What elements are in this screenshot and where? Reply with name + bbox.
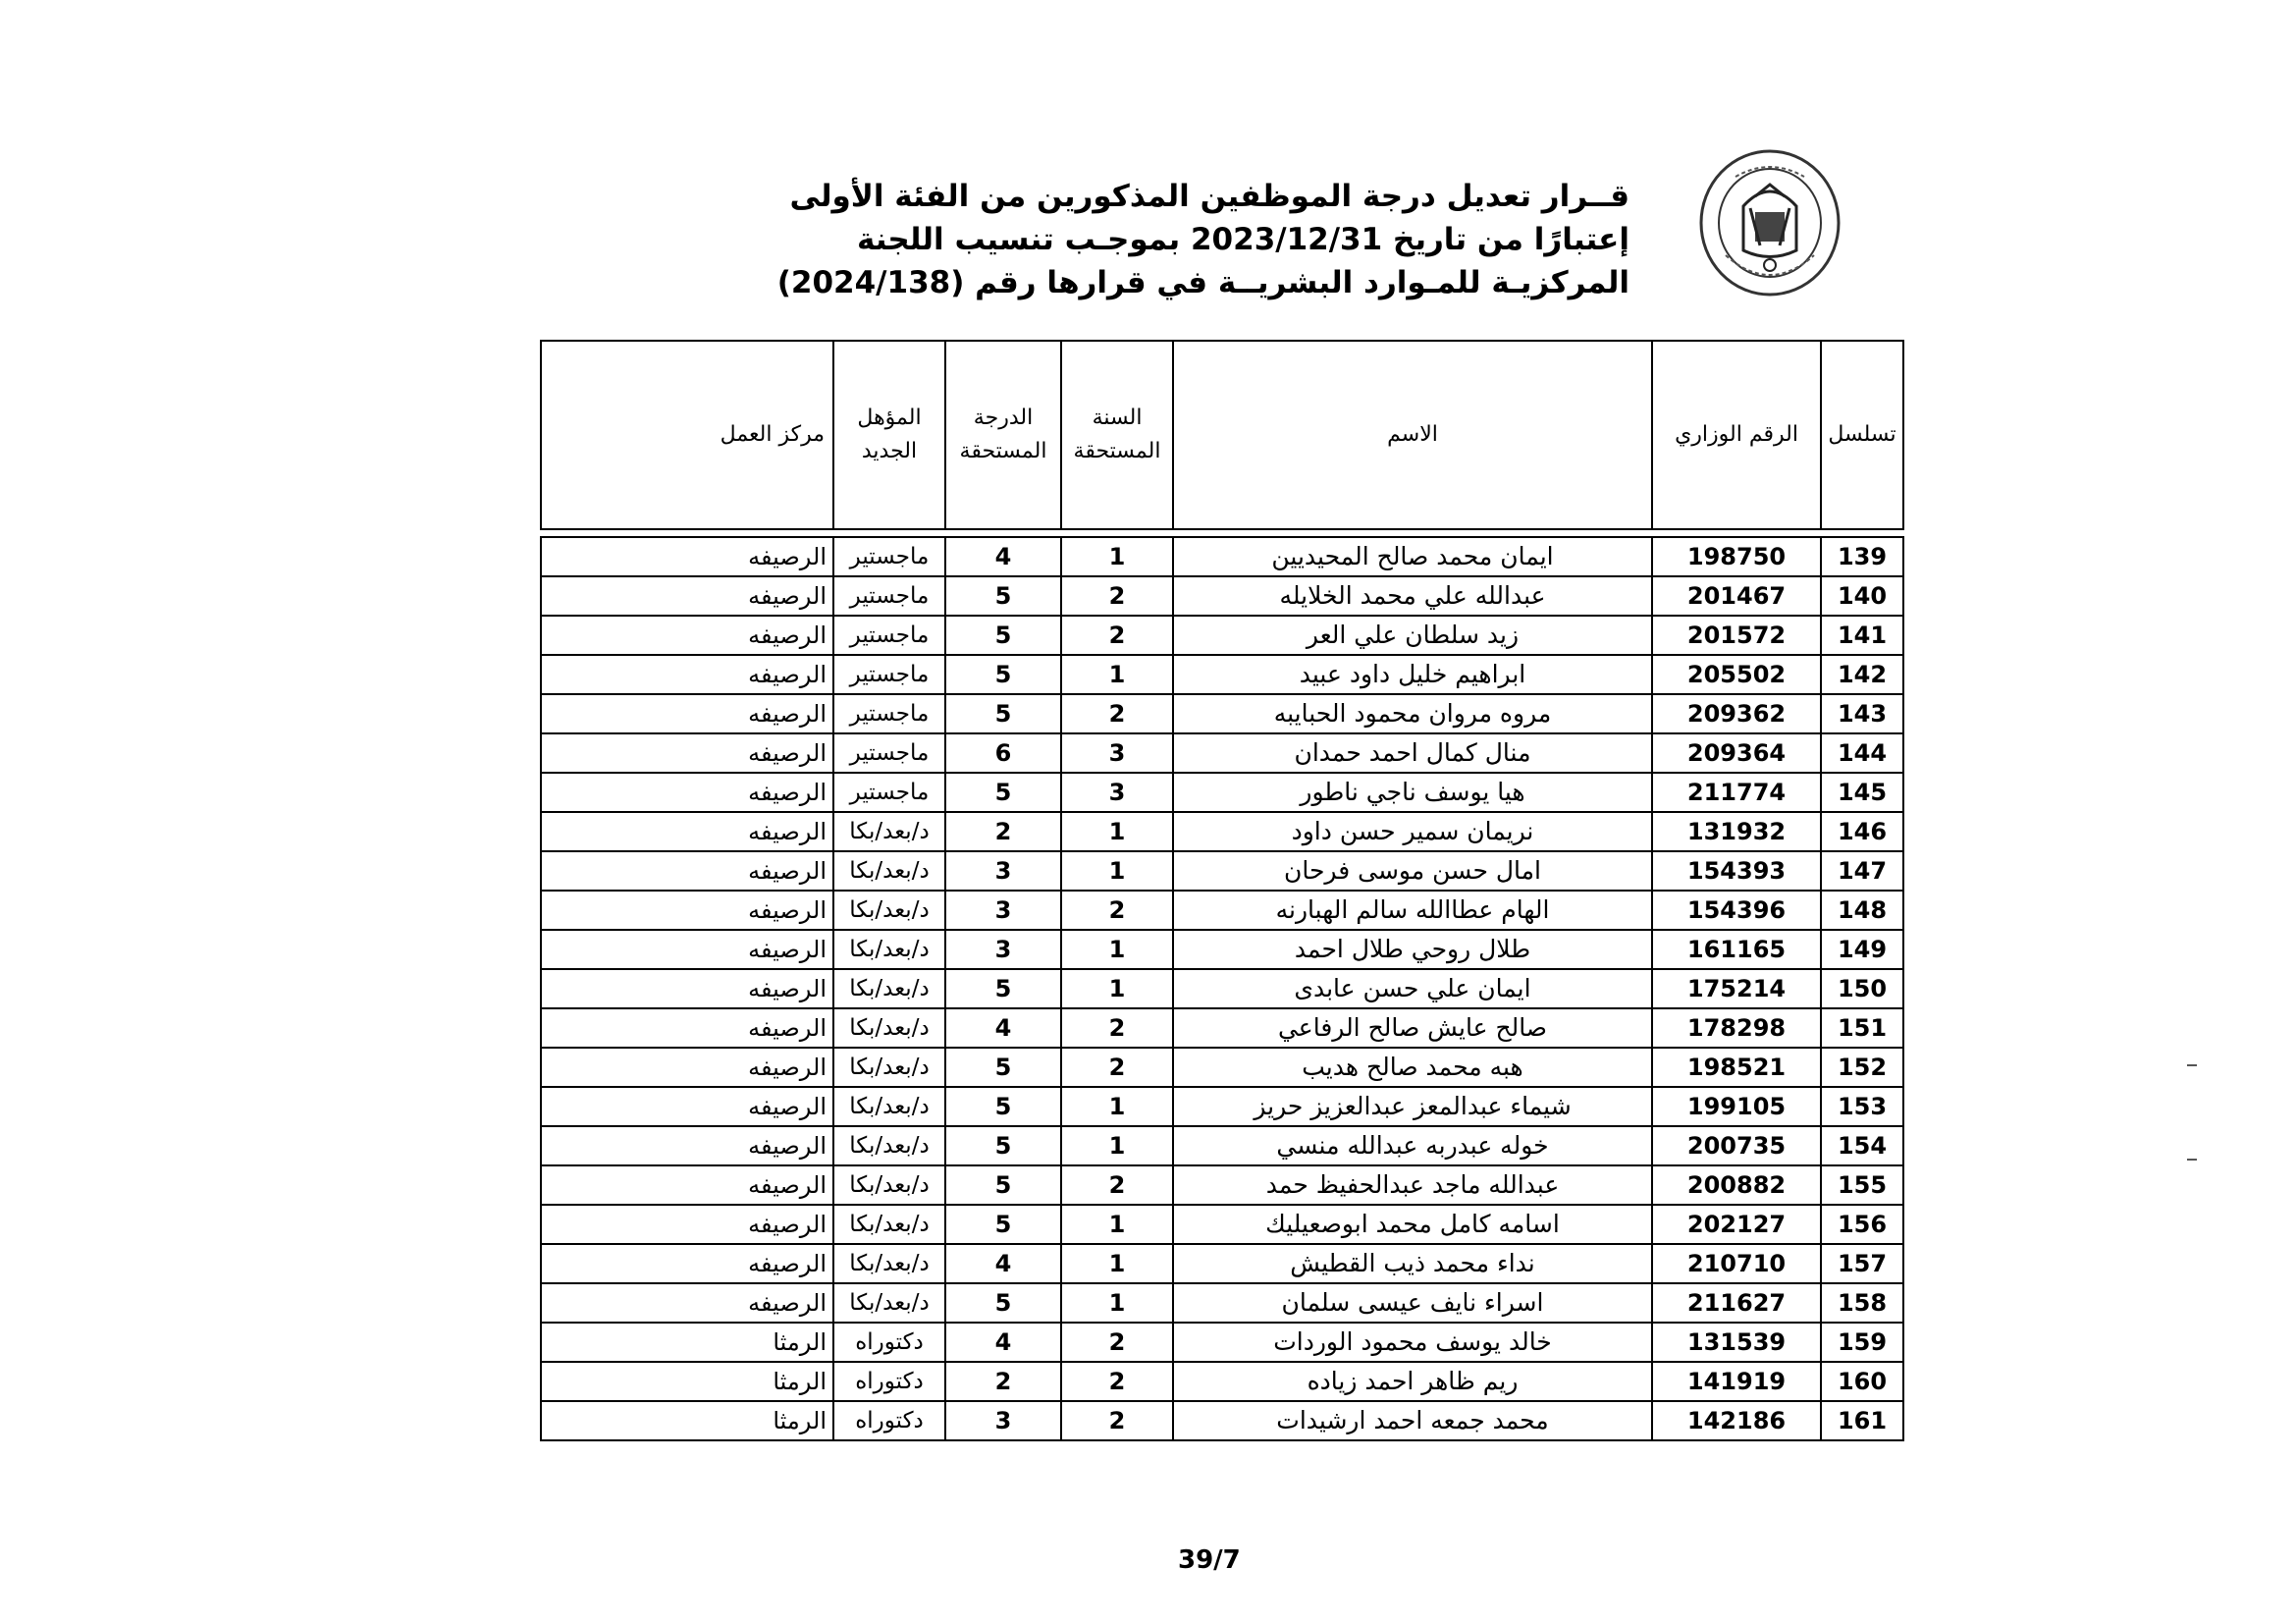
cell-serial: 143 (1821, 694, 1903, 733)
cell-grade: 5 (945, 694, 1061, 733)
cell-qualification: د/بعد/بكا (833, 1087, 945, 1126)
cell-ministry-number: 209362 (1652, 694, 1821, 733)
table-row (541, 733, 1903, 773)
header-workplace: مركز العمل (541, 341, 833, 529)
cell-name: طلال روحي طلال احمد (1173, 930, 1652, 969)
decision-title (776, 175, 1629, 304)
cell-workplace: الرصيفه (541, 1048, 833, 1087)
cell-year: 2 (1061, 891, 1173, 930)
header-qualification (833, 341, 945, 529)
cell-serial: 161 (1821, 1401, 1903, 1440)
cell-ministry-number: 202127 (1652, 1205, 1821, 1244)
cell-name: محمد جمعه احمد ارشيدات (1173, 1401, 1652, 1440)
cell-grade: 6 (945, 733, 1061, 773)
cell-serial: 152 (1821, 1048, 1903, 1087)
cell-serial: 140 (1821, 576, 1903, 616)
table-row (541, 1126, 1903, 1165)
cell-ministry-number: 201467 (1652, 576, 1821, 616)
cell-workplace: الرمثا (541, 1323, 833, 1362)
table-row (541, 1323, 1903, 1362)
header-qualification-text: المؤهل الجديد (857, 406, 922, 463)
cell-grade: 3 (945, 1401, 1061, 1440)
cell-grade: 5 (945, 1283, 1061, 1323)
cell-name: امال حسن موسى فرحان (1173, 851, 1652, 891)
cell-workplace: الرصيفه (541, 655, 833, 694)
cell-grade: 3 (945, 851, 1061, 891)
cell-year: 1 (1061, 851, 1173, 891)
table-row (541, 891, 1903, 930)
cell-grade: 4 (945, 537, 1061, 576)
header-grade (945, 341, 1061, 529)
cell-name: زيد سلطان علي العر (1173, 616, 1652, 655)
cell-workplace: الرصيفه (541, 1283, 833, 1323)
cell-grade: 3 (945, 930, 1061, 969)
cell-qualification: د/بعد/بكا (833, 1126, 945, 1165)
cell-workplace: الرصيفه (541, 851, 833, 891)
cell-workplace: الرصيفه (541, 1008, 833, 1048)
cell-serial: 157 (1821, 1244, 1903, 1283)
cell-qualification: ماجستير (833, 694, 945, 733)
page-number: 39/7 (1178, 1545, 1241, 1575)
table-row (541, 655, 1903, 694)
cell-grade: 5 (945, 1165, 1061, 1205)
cell-ministry-number: 178298 (1652, 1008, 1821, 1048)
cell-workplace: الرصيفه (541, 733, 833, 773)
cell-year: 1 (1061, 1087, 1173, 1126)
scan-mark (2187, 1064, 2197, 1066)
cell-serial: 139 (1821, 537, 1903, 576)
employees-table-container (540, 340, 1902, 1445)
cell-grade: 5 (945, 576, 1061, 616)
cell-grade: 5 (945, 1048, 1061, 1087)
table-row (541, 1165, 1903, 1205)
cell-year: 1 (1061, 812, 1173, 851)
cell-qualification: د/بعد/بكا (833, 1283, 945, 1323)
cell-grade: 5 (945, 1205, 1061, 1244)
cell-qualification: د/بعد/بكا (833, 1165, 945, 1205)
cell-serial: 147 (1821, 851, 1903, 891)
cell-year: 2 (1061, 1008, 1173, 1048)
cell-serial: 141 (1821, 616, 1903, 655)
table-row (541, 1087, 1903, 1126)
title-line-1: قــرار تعديل درجة الموظفين المذكورين من الفئة الأولى (789, 179, 1629, 214)
cell-grade: 5 (945, 773, 1061, 812)
cell-year: 1 (1061, 1283, 1173, 1323)
cell-qualification: دكتوراه (833, 1401, 945, 1440)
cell-ministry-number: 200735 (1652, 1126, 1821, 1165)
cell-year: 2 (1061, 576, 1173, 616)
cell-workplace: الرصيفه (541, 1126, 833, 1165)
cell-ministry-number: 142186 (1652, 1401, 1821, 1440)
cell-name: نريمان سمير حسن داود (1173, 812, 1652, 851)
cell-name: هيا يوسف ناجي ناطور (1173, 773, 1652, 812)
table-row (541, 1205, 1903, 1244)
cell-serial: 155 (1821, 1165, 1903, 1205)
cell-serial: 154 (1821, 1126, 1903, 1165)
cell-qualification: ماجستير (833, 616, 945, 655)
cell-grade: 5 (945, 655, 1061, 694)
cell-workplace: الرصيفه (541, 930, 833, 969)
table-row (541, 576, 1903, 616)
employees-table (540, 340, 1904, 1441)
header-gap-row (541, 529, 1903, 537)
cell-year: 1 (1061, 930, 1173, 969)
cell-workplace: الرصيفه (541, 1165, 833, 1205)
cell-name: اسراء نايف عيسى سلمان (1173, 1283, 1652, 1323)
table-row (541, 851, 1903, 891)
cell-ministry-number: 199105 (1652, 1087, 1821, 1126)
header-year-text: السنة المستحقة (1073, 406, 1161, 463)
cell-qualification: د/بعد/بكا (833, 930, 945, 969)
cell-name: ابراهيم خليل داود عبيد (1173, 655, 1652, 694)
table-row (541, 616, 1903, 655)
table-row (541, 1401, 1903, 1440)
table-body (541, 537, 1903, 1440)
header-gap-cell (541, 529, 1903, 537)
cell-name: شيماء عبدالمعز عبدالعزيز حريز (1173, 1087, 1652, 1126)
cell-year: 1 (1061, 1244, 1173, 1283)
cell-grade: 3 (945, 891, 1061, 930)
cell-grade: 5 (945, 616, 1061, 655)
cell-ministry-number: 131932 (1652, 812, 1821, 851)
cell-ministry-number: 198750 (1652, 537, 1821, 576)
cell-year: 2 (1061, 1362, 1173, 1401)
header-grade-text: الدرجة المستحقة (959, 406, 1047, 463)
cell-year: 1 (1061, 1205, 1173, 1244)
cell-grade: 4 (945, 1244, 1061, 1283)
cell-grade: 4 (945, 1323, 1061, 1362)
cell-qualification: ماجستير (833, 576, 945, 616)
cell-serial: 149 (1821, 930, 1903, 969)
cell-serial: 146 (1821, 812, 1903, 851)
cell-name: ايمان محمد صالح المحيديين (1173, 537, 1652, 576)
cell-qualification: دكتوراه (833, 1362, 945, 1401)
cell-grade: 5 (945, 1126, 1061, 1165)
cell-qualification: د/بعد/بكا (833, 891, 945, 930)
table-row (541, 1048, 1903, 1087)
cell-workplace: الرصيفه (541, 891, 833, 930)
cell-workplace: الرصيفه (541, 576, 833, 616)
header-year (1061, 341, 1173, 529)
cell-year: 2 (1061, 1401, 1173, 1440)
table-header-row (541, 341, 1903, 529)
cell-name: خالد يوسف محمود الوردات (1173, 1323, 1652, 1362)
ministry-emblem-icon (1696, 147, 1843, 298)
cell-workplace: الرصيفه (541, 537, 833, 576)
cell-qualification: د/بعد/بكا (833, 969, 945, 1008)
cell-qualification: د/بعد/بكا (833, 1205, 945, 1244)
cell-serial: 159 (1821, 1323, 1903, 1362)
cell-ministry-number: 141919 (1652, 1362, 1821, 1401)
cell-ministry-number: 198521 (1652, 1048, 1821, 1087)
table-row (541, 773, 1903, 812)
cell-workplace: الرمثا (541, 1362, 833, 1401)
cell-workplace: الرمثا (541, 1401, 833, 1440)
cell-qualification: د/بعد/بكا (833, 1048, 945, 1087)
cell-workplace: الرصيفه (541, 1205, 833, 1244)
cell-year: 1 (1061, 969, 1173, 1008)
cell-ministry-number: 200882 (1652, 1165, 1821, 1205)
cell-serial: 153 (1821, 1087, 1903, 1126)
cell-workplace: الرصيفه (541, 773, 833, 812)
cell-name: هبه محمد صالح هديب (1173, 1048, 1652, 1087)
cell-qualification: د/بعد/بكا (833, 1008, 945, 1048)
table-row (541, 969, 1903, 1008)
cell-name: ريم ظاهر احمد زياده (1173, 1362, 1652, 1401)
cell-qualification: ماجستير (833, 655, 945, 694)
cell-ministry-number: 201572 (1652, 616, 1821, 655)
cell-workplace: الرصيفه (541, 616, 833, 655)
cell-grade: 5 (945, 969, 1061, 1008)
cell-ministry-number: 131539 (1652, 1323, 1821, 1362)
cell-grade: 2 (945, 812, 1061, 851)
table-row (541, 694, 1903, 733)
header-ministry-number: الرقم الوزاري (1652, 341, 1821, 529)
cell-serial: 142 (1821, 655, 1903, 694)
cell-name: عبدالله ماجد عبدالحفيظ حمد (1173, 1165, 1652, 1205)
cell-year: 2 (1061, 1323, 1173, 1362)
cell-ministry-number: 154393 (1652, 851, 1821, 891)
cell-qualification: دكتوراه (833, 1323, 945, 1362)
cell-year: 1 (1061, 655, 1173, 694)
cell-qualification: ماجستير (833, 733, 945, 773)
table-row (541, 1283, 1903, 1323)
cell-grade: 4 (945, 1008, 1061, 1048)
cell-year: 2 (1061, 1165, 1173, 1205)
cell-year: 1 (1061, 537, 1173, 576)
table-row (541, 1362, 1903, 1401)
cell-serial: 158 (1821, 1283, 1903, 1323)
cell-serial: 145 (1821, 773, 1903, 812)
cell-ministry-number: 154396 (1652, 891, 1821, 930)
header-name: الاسم (1173, 341, 1652, 529)
cell-name: خوله عبدربه عبدالله منسي (1173, 1126, 1652, 1165)
cell-name: نداء محمد ذيب القطيش (1173, 1244, 1652, 1283)
cell-ministry-number: 161165 (1652, 930, 1821, 969)
cell-year: 2 (1061, 616, 1173, 655)
cell-serial: 150 (1821, 969, 1903, 1008)
cell-ministry-number: 209364 (1652, 733, 1821, 773)
cell-qualification: د/بعد/بكا (833, 1244, 945, 1283)
cell-name: صالح عايش صالح الرفاعي (1173, 1008, 1652, 1048)
cell-serial: 156 (1821, 1205, 1903, 1244)
cell-year: 2 (1061, 694, 1173, 733)
cell-name: عبدالله علي محمد الخلايله (1173, 576, 1652, 616)
cell-workplace: الرصيفه (541, 694, 833, 733)
title-line-2: إعتبارًا من تاريخ 2023/12/31 بموجـب تنسيب اللجنة (856, 222, 1629, 257)
cell-ministry-number: 211774 (1652, 773, 1821, 812)
cell-name: منال كمال احمد حمدان (1173, 733, 1652, 773)
cell-serial: 151 (1821, 1008, 1903, 1048)
cell-serial: 160 (1821, 1362, 1903, 1401)
cell-ministry-number: 210710 (1652, 1244, 1821, 1283)
table-row (541, 1008, 1903, 1048)
cell-serial: 148 (1821, 891, 1903, 930)
scan-mark (2187, 1159, 2197, 1161)
cell-qualification: د/بعد/بكا (833, 812, 945, 851)
cell-name: ايمان علي حسن عابدى (1173, 969, 1652, 1008)
cell-ministry-number: 205502 (1652, 655, 1821, 694)
cell-year: 2 (1061, 1048, 1173, 1087)
header-serial: تسلسل (1821, 341, 1903, 529)
cell-name: اسامه كامل محمد ابوصعيليك (1173, 1205, 1652, 1244)
cell-grade: 5 (945, 1087, 1061, 1126)
table-row (541, 930, 1903, 969)
cell-grade: 2 (945, 1362, 1061, 1401)
cell-year: 1 (1061, 1126, 1173, 1165)
cell-ministry-number: 211627 (1652, 1283, 1821, 1323)
title-line-3: المركزيـة للمـوارد البشريــة في قرارها رقم (2024/138) (776, 265, 1629, 300)
cell-workplace: الرصيفه (541, 969, 833, 1008)
cell-name: مروه مروان محمود الحبايبه (1173, 694, 1652, 733)
cell-qualification: د/بعد/بكا (833, 851, 945, 891)
cell-name: الهام عطاالله سالم الهبارنه (1173, 891, 1652, 930)
cell-year: 3 (1061, 773, 1173, 812)
cell-workplace: الرصيفه (541, 1244, 833, 1283)
table-row (541, 812, 1903, 851)
cell-ministry-number: 175214 (1652, 969, 1821, 1008)
cell-workplace: الرصيفه (541, 1087, 833, 1126)
cell-serial: 144 (1821, 733, 1903, 773)
cell-year: 3 (1061, 733, 1173, 773)
cell-qualification: ماجستير (833, 537, 945, 576)
table-row (541, 1244, 1903, 1283)
cell-workplace: الرصيفه (541, 812, 833, 851)
table-row (541, 537, 1903, 576)
cell-qualification: ماجستير (833, 773, 945, 812)
